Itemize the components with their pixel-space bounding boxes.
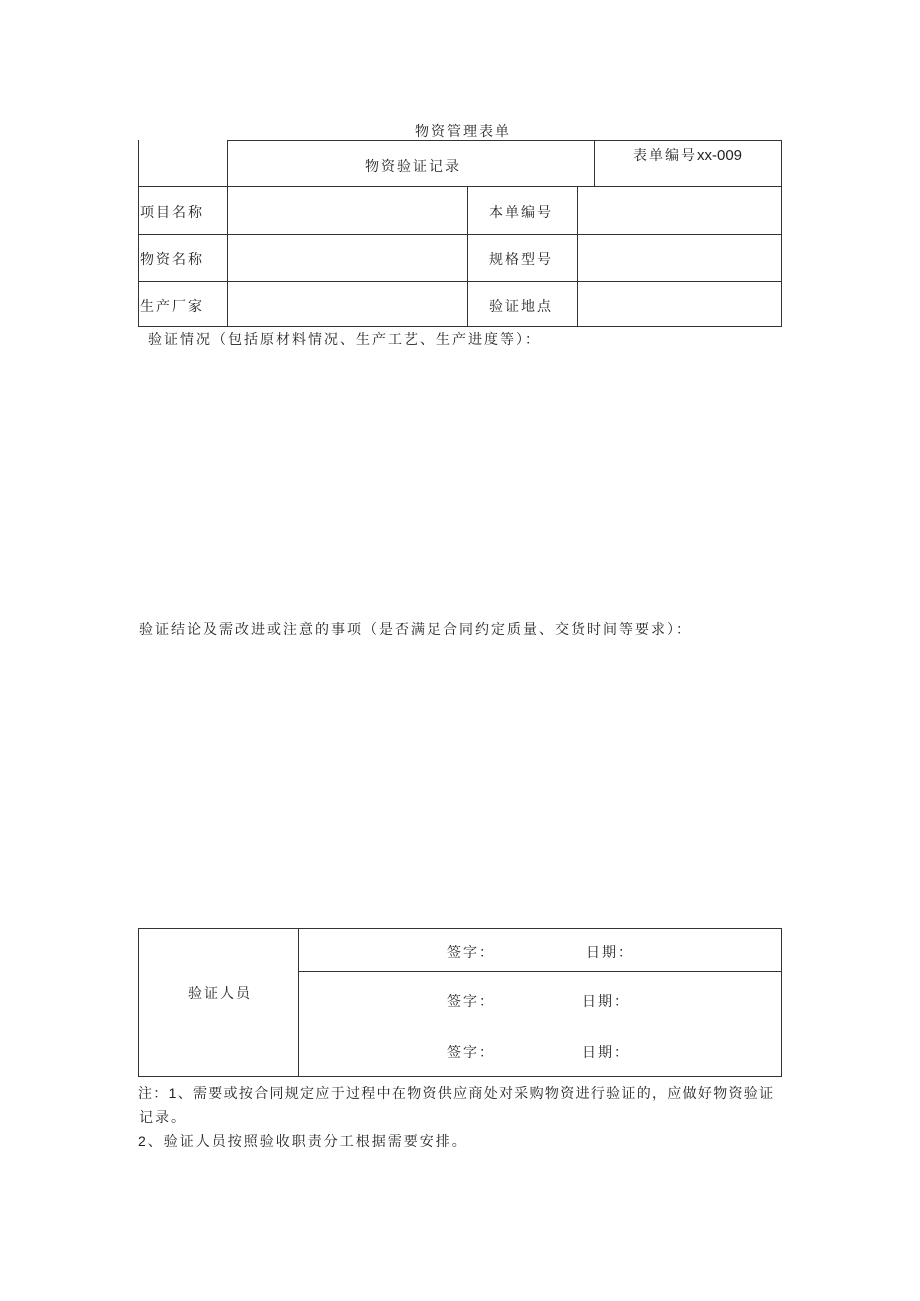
form-code bbox=[633, 145, 742, 165]
page-title: 物资管理表单 bbox=[415, 124, 511, 140]
verification-status-area[interactable] bbox=[138, 350, 782, 610]
material-name-field[interactable] bbox=[229, 236, 466, 280]
sign-field[interactable] bbox=[495, 938, 575, 964]
form-code-label: 表单编号 bbox=[633, 148, 697, 164]
date-field[interactable] bbox=[631, 987, 751, 1013]
location-label: 验证地点 bbox=[489, 299, 553, 315]
note-2-number: 2 bbox=[138, 1133, 148, 1149]
verification-status-heading: 验证情况（包括原材料情况、生产工艺、生产进度等）： bbox=[148, 332, 541, 348]
doc-no-field[interactable] bbox=[579, 188, 780, 233]
date-label: 日期： bbox=[582, 994, 630, 1010]
spec-field[interactable] bbox=[579, 236, 780, 280]
date-label: 日期： bbox=[582, 1045, 630, 1061]
note-1 bbox=[138, 1083, 774, 1103]
date-field[interactable] bbox=[631, 1038, 751, 1064]
manufacturer-label: 生产厂家 bbox=[140, 299, 204, 315]
sign-label: 签字： bbox=[447, 945, 495, 961]
conclusion-area[interactable] bbox=[138, 640, 782, 920]
material-name-label: 物资名称 bbox=[140, 252, 204, 268]
form-name: 物资验证记录 bbox=[365, 159, 461, 175]
note-1-text: 、需要或按合同规定应于过程中在物资供应商处对采购物资进行验证的，应做好物资验证 bbox=[177, 1086, 775, 1102]
doc-no-label: 本单编号 bbox=[489, 205, 553, 221]
note-1-number: 1 bbox=[168, 1085, 178, 1101]
conclusion-heading: 验证结论及需改进或注意的事项（是否满足合同约定质量、交货时间等要求）： bbox=[139, 622, 692, 638]
location-field[interactable] bbox=[579, 283, 780, 325]
sign-field[interactable] bbox=[495, 1038, 575, 1064]
personnel-label: 验证人员 bbox=[188, 986, 252, 1002]
manufacturer-field[interactable] bbox=[229, 283, 466, 325]
sign-label: 签字： bbox=[447, 994, 495, 1010]
spec-label: 规格型号 bbox=[489, 252, 553, 268]
note-2 bbox=[138, 1131, 468, 1151]
note-2-text: 、验证人员按照验收职责分工根据需要安排。 bbox=[147, 1134, 468, 1150]
project-name-label: 项目名称 bbox=[140, 205, 204, 221]
date-label: 日期： bbox=[586, 945, 634, 961]
date-field[interactable] bbox=[635, 938, 755, 964]
sign-field[interactable] bbox=[495, 987, 575, 1013]
form-code-value: xx-009 bbox=[697, 147, 743, 164]
note-1-continued: 记录。 bbox=[139, 1110, 187, 1126]
project-name-field[interactable] bbox=[229, 188, 466, 233]
sign-label: 签字： bbox=[447, 1045, 495, 1061]
note-prefix: 注： bbox=[138, 1086, 169, 1102]
